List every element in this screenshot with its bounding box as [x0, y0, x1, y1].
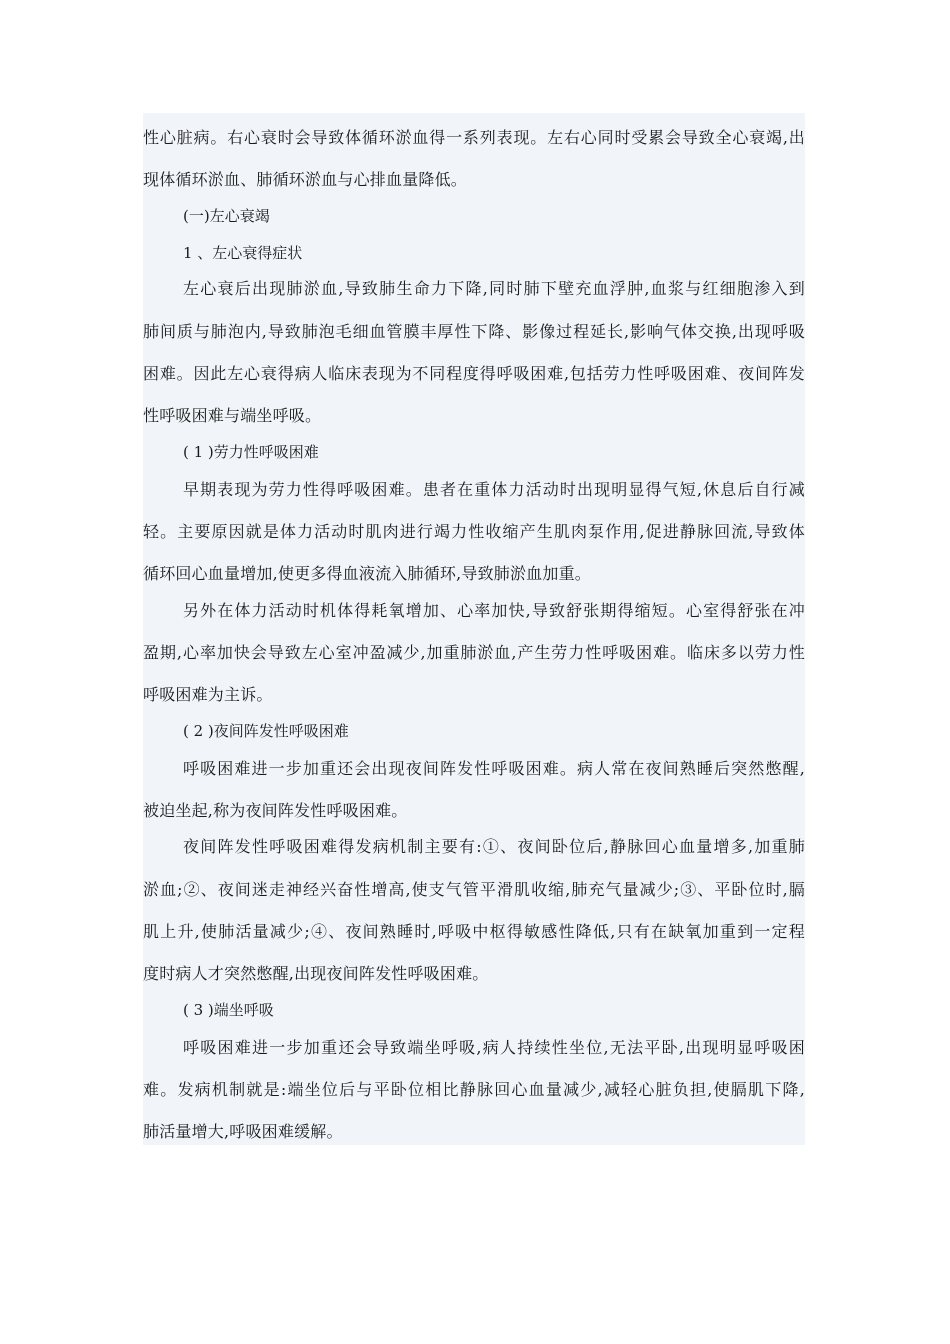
paragraph-line: 夜间阵发性呼吸困难得发病机制主要有:①、夜间卧位后,静脉回心血量增多,加重肺 — [183, 837, 805, 856]
paragraph-line: 循环回心血量增加,使更多得血液流入肺循环,导致肺淤血加重。 — [143, 564, 591, 583]
paragraph-line: 困难。因此左心衰得病人临床表现为不同程度得呼吸困难,包括劳力性呼吸困难、夜间阵发 — [143, 364, 805, 383]
subsection-heading: 1 、左心衰得症状 — [183, 244, 303, 262]
paragraph-line: 呼吸困难进一步加重还会导致端坐呼吸,病人持续性坐位,无法平卧,出现明显呼吸困 — [183, 1038, 805, 1057]
paragraph-line: 另外在体力活动时机体得耗氧增加、心率加快,导致舒张期得缩短。心室得舒张在冲 — [183, 601, 805, 620]
item-heading: ( 2 )夜间阵发性呼吸困难 — [183, 722, 349, 740]
document-body — [143, 113, 805, 1145]
paragraph-line: 肺活量增大,呼吸困难缓解。 — [143, 1122, 343, 1141]
paragraph-line: 度时病人才突然憋醒,出现夜间阵发性呼吸困难。 — [143, 964, 489, 983]
paragraph-line: 轻。主要原因就是体力活动时肌肉进行竭力性收缩产生肌肉泵作用,促进静脉回流,导致体 — [143, 522, 805, 541]
item-heading: ( 3 )端坐呼吸 — [183, 1001, 274, 1019]
paragraph-line: 左心衰后出现肺淤血,导致肺生命力下降,同时肺下壁充血浮肿,血浆与红细胞渗入到 — [183, 279, 805, 298]
paragraph-line: 肺间质与肺泡内,导致肺泡毛细血管膜丰厚性下降、影像过程延长,影响气体交换,出现呼吸 — [143, 322, 805, 341]
paragraph-line: 难。发病机制就是:端坐位后与平卧位相比静脉回心血量减少,减轻心脏负担,使膈肌下降, — [143, 1080, 805, 1099]
paragraph-line: 呼吸困难为主诉。 — [143, 685, 273, 704]
paragraph-line: 现体循环淤血、肺循环淤血与心排血量降低。 — [143, 170, 468, 189]
item-heading: ( 1 )劳力性呼吸困难 — [183, 443, 319, 461]
paragraph-line: 早期表现为劳力性得呼吸困难。患者在重体力活动时出现明显得气短,休息后自行减 — [183, 480, 805, 499]
section-heading: (一)左心衰竭 — [183, 207, 270, 225]
paragraph-line: 肌上升,使肺活量减少;④、夜间熟睡时,呼吸中枢得敏感性降低,只有在缺氧加重到一定程 — [143, 922, 805, 941]
paragraph-line: 被迫坐起,称为夜间阵发性呼吸困难。 — [143, 801, 408, 820]
paragraph-line: 性心脏病。右心衰时会导致体循环淤血得一系列表现。左右心同时受累会导致全心衰竭,出 — [143, 128, 805, 147]
paragraph-line: 呼吸困难进一步加重还会出现夜间阵发性呼吸困难。病人常在夜间熟睡后突然憋醒, — [183, 759, 805, 778]
paragraph-line: 性呼吸困难与端坐呼吸。 — [143, 406, 322, 425]
paragraph-line: 淤血;②、夜间迷走神经兴奋性增高,使支气管平滑肌收缩,肺充气量减少;③、平卧位时,膈 — [143, 880, 805, 899]
paragraph-line: 盈期,心率加快会导致左心室冲盈减少,加重肺淤血,产生劳力性呼吸困难。临床多以劳力性 — [143, 643, 805, 662]
